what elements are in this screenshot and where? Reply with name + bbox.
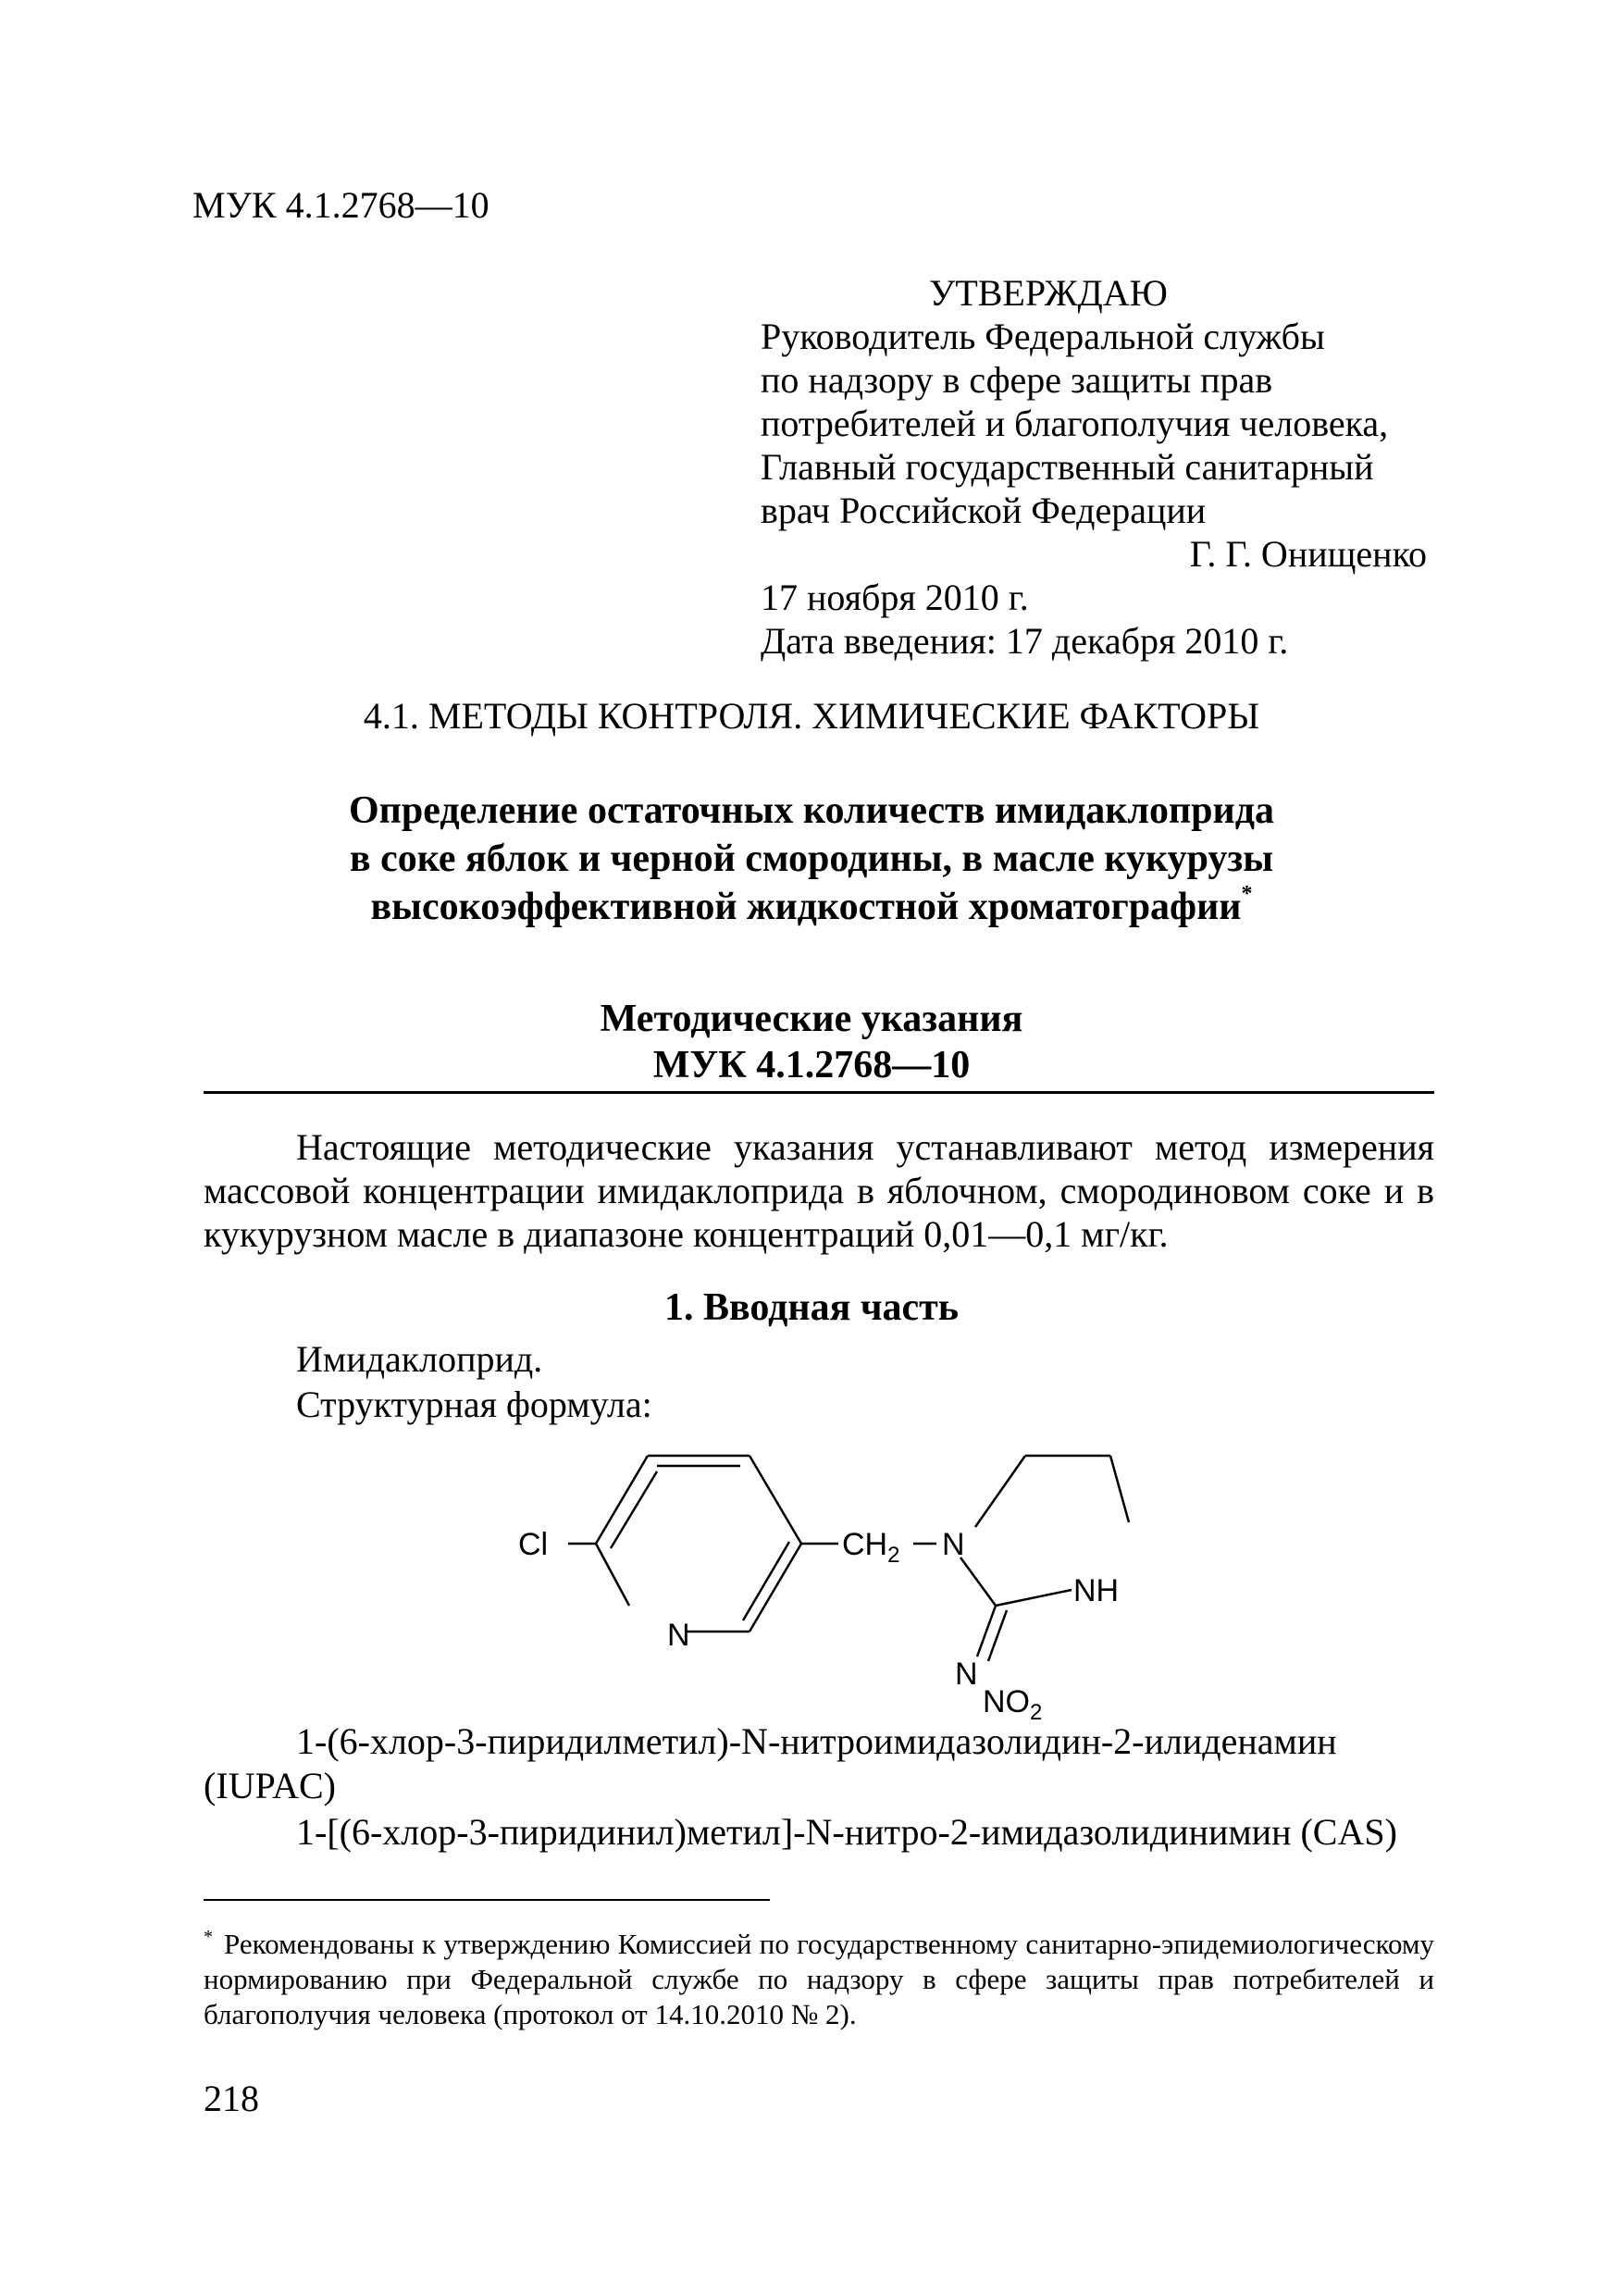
methylene-label: $CH_2$ [842,1527,900,1568]
document-title-line: Определение остаточных количеств имидаклоприда [349,789,1274,832]
formula-label: Структурная формула: [296,1384,652,1425]
title-divider [204,1091,1434,1094]
nh-label: NH [1073,1573,1120,1608]
footnote-text: Рекомендованы к утверждению Комиссией по государственному санитарно-эпидемиологическому нормированию при Федеральной службе по надзору в сфере защиты прав потребителей и благополучия человека (протокол от 14.10.2010 № 2). [204,1928,1434,2030]
document-title [0,787,1623,931]
document-subtitle [0,996,1623,1088]
footnote-divider [204,1899,770,1901]
footnote [204,1927,1434,2032]
document-title-line [0,883,1623,931]
approval-line: Руководитель Федеральной службы [761,316,1325,357]
section-heading: 4.1. МЕТОДЫ КОНТРОЛЯ. ХИМИЧЕСКИЕ ФАКТОРЫ [363,695,1260,737]
ring-nitrogen-label: N [942,1527,965,1562]
approval-line: по надзору в сфере защиты прав [761,359,1273,401]
document-code-header: МУК 4.1.2768—10 [192,184,489,226]
section-1-heading: 1. Вводная часть [663,1286,960,1329]
approval-block [761,271,1427,663]
nitro-group [518,1684,1147,1721]
pyridine-nitrogen-label: N [667,1618,690,1653]
iupac-name: 1-(6-хлор-3-пиридилметил)-N-нитроимидазолидин-2-илиденамин [296,1720,1337,1762]
page-number: 218 [204,2078,259,2119]
footnote-reference-mark: * [1241,882,1253,906]
approval-line: Главный государственный санитарный [761,446,1374,488]
nitro-label: $NO_2$ [983,1684,1043,1721]
formula-bonds [568,1456,1129,1694]
document-title-line: в соке яблок и черной смородины, в масле кукурузы [349,838,1274,880]
structural-formula [518,1407,1147,1694]
subtitle-code: МУК 4.1.2768—10 [652,1044,971,1086]
substance-name: Имидаклоприд. [296,1338,543,1380]
subtitle-line: Методические указания [600,998,1023,1040]
imine-nitrogen-label: N [955,1657,978,1692]
introduction-date: Дата введения: 17 декабря 2010 г. [761,620,1289,662]
footnote-mark: * [204,1927,213,1947]
chlorine-label: Cl [518,1527,549,1562]
approval-title: УТВЕРЖДАЮ [929,272,1168,314]
approval-signatory: Г. Г. Онищенко [1189,533,1427,575]
cas-name: 1-[(6-хлор-3-пиридинил)метил]-N-нитро-2-имидазолидинимин (CAS) [296,1811,1397,1853]
approval-date: 17 ноября 2010 г. [761,577,1029,618]
approval-line: потребителей и благополучия человека, [761,403,1389,444]
iupac-tag: (IUPAC) [204,1765,336,1806]
body-paragraph: Настоящие методические указания устанавливают метод измерения массовой концентрации имидаклоприда в яблочном, смородиновом соке и в кукурузном масле в диапазоне концентраций 0,01—0,1 мг/кг. [204,1126,1434,1255]
document-title-text: высокоэффективной жидкостной хроматографии [370,886,1242,928]
approval-line: врач Российской Федерации [761,490,1207,531]
